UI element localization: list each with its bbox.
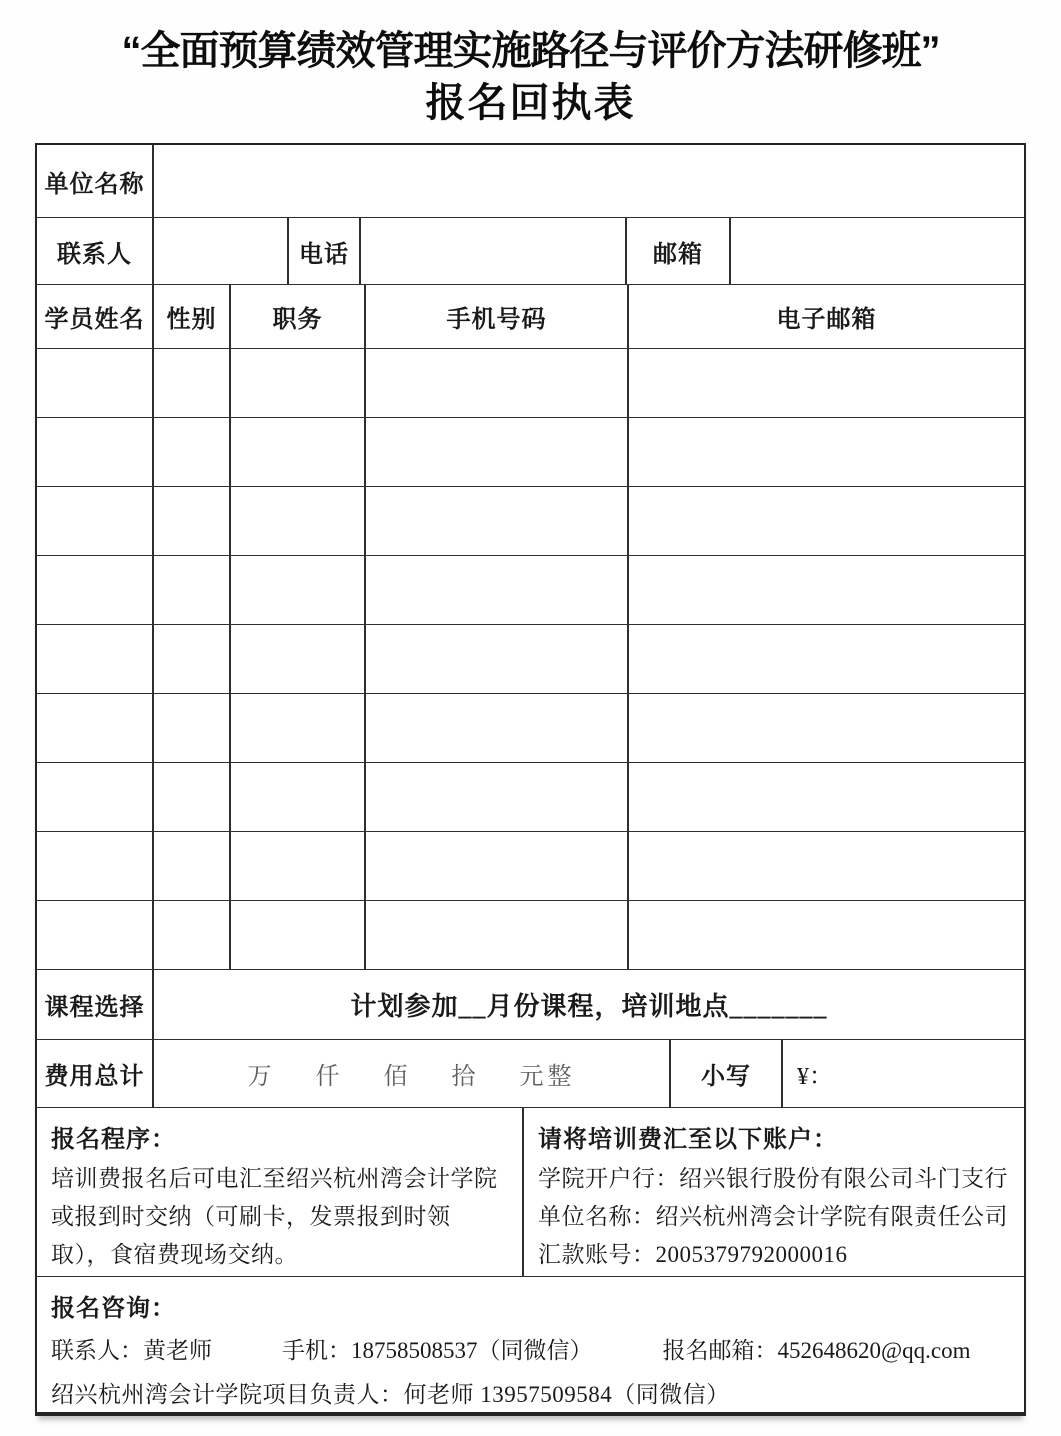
- mobile-field[interactable]: [364, 832, 627, 900]
- fee-total-row: [37, 1039, 1024, 1107]
- gender-field[interactable]: [152, 763, 229, 831]
- gender-field[interactable]: [152, 832, 229, 900]
- account-number-line: 汇款账号：2005379792000016: [538, 1242, 848, 1267]
- position-field[interactable]: [229, 487, 364, 555]
- contact-field[interactable]: [152, 218, 287, 284]
- position-field[interactable]: [229, 694, 364, 762]
- student-name-field[interactable]: [37, 418, 152, 486]
- position-field[interactable]: [229, 349, 364, 417]
- student-name-field[interactable]: [37, 487, 152, 555]
- gender-field[interactable]: [152, 556, 229, 624]
- fee-capital-field[interactable]: 万 仟 佰 拾 元整: [152, 1040, 669, 1107]
- form-title-course-name: “全面预算绩效管理实施路径与评价方法研修班”: [121, 29, 940, 73]
- position-field[interactable]: [229, 556, 364, 624]
- mobile-field[interactable]: [364, 694, 627, 762]
- fee-total-label: 费用总计: [44, 1064, 145, 1090]
- contact-row: [37, 217, 1024, 284]
- unit-name-row: [37, 145, 1024, 217]
- course-select-row: [37, 969, 1024, 1039]
- mobile-field[interactable]: [364, 625, 627, 693]
- procedure-section: [37, 1108, 522, 1276]
- course-select-label: 课程选择: [44, 995, 145, 1021]
- position-header: 职务: [229, 285, 364, 348]
- student-name-field[interactable]: [37, 349, 152, 417]
- gender-field[interactable]: [152, 418, 229, 486]
- procedure-title: 报名程序：: [51, 1127, 176, 1153]
- student-empty-row: [37, 555, 1024, 624]
- form-title: [0, 0, 1061, 128]
- mobile-field[interactable]: [364, 556, 627, 624]
- mail-label: 邮箱: [625, 218, 729, 284]
- consult-section: [37, 1277, 1024, 1412]
- email-field[interactable]: [627, 694, 1024, 762]
- gender-field[interactable]: [152, 349, 229, 417]
- student-name-field[interactable]: [37, 832, 152, 900]
- student-empty-row: [37, 831, 1024, 900]
- mobile-field[interactable]: [364, 487, 627, 555]
- consult-manager-line: 绍兴杭州湾会计学院项目负责人：何老师 13957509584（同微信）: [51, 1382, 730, 1407]
- position-field[interactable]: [229, 832, 364, 900]
- email-field[interactable]: [627, 556, 1024, 624]
- consult-email: 报名邮箱：452648620@qq.com: [662, 1338, 971, 1363]
- email-field[interactable]: [627, 901, 1024, 969]
- position-field[interactable]: [229, 763, 364, 831]
- mobile-field[interactable]: [364, 418, 627, 486]
- mail-field[interactable]: [729, 218, 1024, 284]
- position-field[interactable]: [229, 625, 364, 693]
- account-section: [522, 1108, 1024, 1276]
- account-name-line: 单位名称：绍兴杭州湾会计学院有限责任公司: [538, 1204, 1008, 1229]
- position-field[interactable]: [229, 418, 364, 486]
- student-name-field[interactable]: [37, 694, 152, 762]
- student-empty-row: [37, 900, 1024, 969]
- email-field[interactable]: [627, 832, 1024, 900]
- consult-mobile: 手机：18758508537（同微信）: [282, 1338, 593, 1363]
- student-name-header: 学员姓名: [44, 307, 145, 333]
- student-empty-row: [37, 693, 1024, 762]
- gender-field[interactable]: [152, 625, 229, 693]
- account-title: 请将培训费汇至以下账户：: [538, 1127, 838, 1153]
- email-header: 电子邮箱: [627, 285, 1024, 348]
- mobile-field[interactable]: [364, 763, 627, 831]
- gender-field[interactable]: [152, 694, 229, 762]
- consult-row: [37, 1276, 1024, 1412]
- student-empty-row: [37, 348, 1024, 417]
- consult-contact-line: [51, 1329, 971, 1373]
- mobile-field[interactable]: [364, 901, 627, 969]
- form-title-subtitle: 报名回执表: [425, 81, 636, 125]
- gender-header: 性别: [152, 285, 229, 348]
- student-name-field[interactable]: [37, 763, 152, 831]
- consult-contact: 联系人：黄老师: [51, 1338, 212, 1363]
- gender-field[interactable]: [152, 487, 229, 555]
- unit-name-field[interactable]: [152, 145, 1024, 217]
- account-bank-line: 学院开户行：绍兴银行股份有限公司斗门支行: [538, 1166, 1008, 1191]
- phone-label: 电话: [287, 218, 359, 284]
- email-field[interactable]: [627, 625, 1024, 693]
- registration-table: [35, 143, 1026, 1416]
- fee-small-field[interactable]: ¥：: [781, 1040, 1024, 1107]
- student-name-field[interactable]: [37, 556, 152, 624]
- student-empty-row: [37, 486, 1024, 555]
- mobile-field[interactable]: [364, 349, 627, 417]
- email-field[interactable]: [627, 487, 1024, 555]
- student-header-row: [37, 284, 1024, 348]
- student-name-field[interactable]: [37, 625, 152, 693]
- phone-field[interactable]: [359, 218, 625, 284]
- email-field[interactable]: [627, 763, 1024, 831]
- course-select-field[interactable]: 计划参加__月份课程，培训地点_______: [152, 970, 1024, 1039]
- email-field[interactable]: [627, 349, 1024, 417]
- procedure-body: 培训费报名后可电汇至绍兴杭州湾会计学院或报到时交纳（可刷卡，发票报到时领取），食宿费现场交纳。: [51, 1166, 498, 1267]
- student-name-field[interactable]: [37, 901, 152, 969]
- email-field[interactable]: [627, 418, 1024, 486]
- student-empty-row: [37, 762, 1024, 831]
- contact-label: 联系人: [57, 241, 132, 268]
- unit-name-label: 单位名称: [44, 171, 145, 198]
- gender-field[interactable]: [152, 901, 229, 969]
- student-empty-row: [37, 417, 1024, 486]
- consult-title: 报名咨询：: [51, 1296, 176, 1322]
- fee-small-label: 小写: [669, 1040, 781, 1107]
- mobile-header: 手机号码: [364, 285, 627, 348]
- position-field[interactable]: [229, 901, 364, 969]
- procedure-account-row: [37, 1107, 1024, 1276]
- student-empty-row: [37, 624, 1024, 693]
